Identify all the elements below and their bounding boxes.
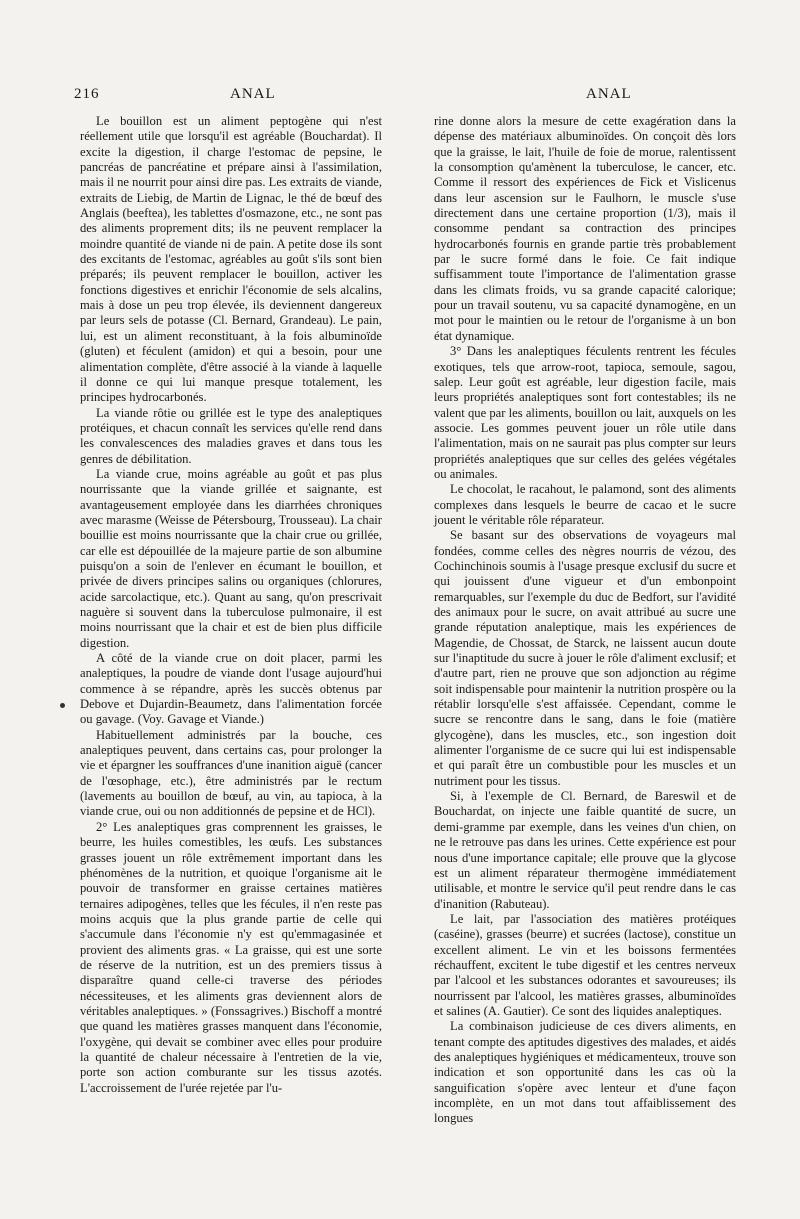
paragraph: rine donne alors la mesure de cette exagération dans la dépense des matériaux albuminoïdes. On conçoit dès lors que la graisse, le lait, l'huile de foie de morue, ralentissent la consomption qu'amènent la tuberculose, le cancer, etc. Comme il ressort des expériences de Fick et Vislicenus dans leur ascension sur le Faulhorn, le muscle s'use directement dans une certaine proportion (1/3), mais il consomme pendant sa contraction des principes hydrocarbonés fournis en grande partie très probablement par le sucre formé dans le foie. Ce fait indique suffisamment toute l'importance de l'alimentation grasse dans les climats froids, vu sa grande capacité calorique; pour un travail soutenu, vu sa capacité dynamogène, en un mot pour le maintien ou le retour de l'organisme à un bon état dynamique. <box>434 114 736 343</box>
paragraph: Le chocolat, le racahout, le palamond, sont des aliments complexes dans lesquels le beurre de cacao et le sucre jouent le véritable rôle réparateur. <box>434 482 736 527</box>
paragraph: La viande rôtie ou grillée est le type des analeptiques protéiques, et chacun connaît les services qu'elle rend dans les convalescences des maladies graves et dans tous les genres de débilitation. <box>80 405 382 466</box>
paragraph: Se basant sur des observations de voyageurs mal fondées, comme celles des nègres nourris de vézou, des Cochinchinois soumis à l'usage presque exclusif du sucre et qui jouissent d'une vigueur et d'un embonpoint remarquables, sur l'exemple du duc de Bedfort, sur l'avidité des animaux pour le sucre, on avait attribué au sucre une grande réputation analeptique, mais les expériences de Magendie, de Chossat, de Starck, ne laissent aucun doute sur l'inaptitude du sucre à jouer le rôle d'aliment exclusif; et d'autre part, rien ne prouve que son adjonction au régime soit indispensable pour maintenir la nutrition prospère ou la rétablir lorsqu'elle s'est affaissée. Cependant, comme le sucre se rencontre dans le sang, dans le foie (matière glycogène), dans les muscles, etc., son ingestion doit alimenter l'organisme de ce sucre qui lui est indispensable et qui paraît être un combustible pour les muscles et un nutriment pour les tissus. <box>434 528 736 788</box>
paragraph: 2° Les analeptiques gras comprennent les graisses, le beurre, les huiles comestibles, les œufs. Les substances grasses jouent un rôle extrêmement important dans les phénomènes de la nutrition, et quoique l'organisme ait le pouvoir de transformer en graisse certaines matières ternaires adipogènes, telles que les fécules, il n'en reste pas moins acquis que la plus grande partie de celle qui s'accumule dans l'économie n'y est qu'emmagasinée et provient des aliments gras. « La graisse, qui est une sorte de réserve de la nutrition, est un des premiers tissus à disparaître quand celle-ci traverse des périodes nécessiteuses, et les aliments gras deviennent alors de véritables analeptiques. » (Fonssagrives.) Bischoff a montré que quand les matières grasses manquent dans l'économie, l'oxygène, qui devait se combiner avec elles pour produire la quantité de chaleur nécessaire à l'entretien de la vie, porte son action comburante sur les tissus azotés. L'accroissement de l'urée rejetée par l'u- <box>80 819 382 1095</box>
running-head-left: ANAL <box>230 86 276 102</box>
paragraph: Si, à l'exemple de Cl. Bernard, de Bareswil et de Bouchardat, on injecte une faible quantité de sucre, un demi-gramme par exemple, dans les veines d'un chien, on ne le retrouve pas dans les urines. Cette expérience est pour nous d'une importance capitale; elle prouve que la glycose est un aliment réparateur thermogène immédiatement utilisable, et montre le service qu'il peut rendre dans le cas d'inanition (Rabuteau). <box>434 789 736 911</box>
paragraph: La viande crue, moins agréable au goût et pas plus nourrissante que la viande grillée et saignante, est avantageusement employée dans les diarrhées chroniques avec marasme (Weisse de Pétersbourg, Trousseau). La chair bouillie est moins nourrissante que la chair crue ou grillée, car elle est dépouillée de la majeure partie de son albumine puisqu'on a soin de l'enlever en écumant le bouillon, et privée de divers principes salins ou organiques (chlorures, acide sarcolactique, etc.). Quant au sang, qu'on prescrivait naguère si souvent dans la tuberculose pulmonaire, il est moins nourrissant que la chair et est de bien plus difficile digestion. <box>80 466 382 650</box>
page-header <box>74 86 736 110</box>
paragraph: La combinaison judicieuse de ces divers aliments, en tenant compte des aptitudes digestives des malades, et aidés des analeptiques hygiéniques et médicamenteux, trouve son indication et son opportunité dans les cas où la sanguification s'opère avec lenteur et d'une façon incomplète, en un mot dans tout affaiblissement des longues <box>434 1019 736 1126</box>
paragraph: 3° Dans les analeptiques féculents rentrent les fécules exotiques, tels que arrow-root, tapioca, semoule, sagou, salep. Leur goût est agréable, leur digestion facile, mais leurs propriétés analeptiques sont fort contestables; ils ne valent que par les aliments, bouillon ou lait, auxquels on les associe. Les gommes peuvent jouer un rôle utile dans l'alimentation, mais on ne saurait pas plus compter sur leurs propriétés analeptiques que sur celles des gelées végétales ou animales. <box>434 344 736 481</box>
margin-mark <box>60 703 65 708</box>
left-column <box>80 114 382 1096</box>
paragraph: A côté de la viande crue on doit placer, parmi les analeptiques, la poudre de viande dont l'usage aujourd'hui commence à se répandre, après les succès obtenus par Debove et Dujardin-Beaumetz, dans l'alimentation forcée ou gavage. (Voy. Gavage et Viande.) <box>80 651 382 727</box>
right-column <box>434 114 736 1127</box>
paragraph: Le lait, par l'association des matières protéiques (caséine), grasses (beurre) et sucrées (lactose), constitue un excellent aliment. Le vin et les boissons fermentées réchauffent, excitent le tube digestif et les centres nerveux par l'alcool et les substances odorantes et savoureuses; ils nourrissent par l'alcool, les matières grasses, albuminoïdes et salines (A. Gautier). Ce sont des liquides analeptiques. <box>434 911 736 1018</box>
paragraph: Habituellement administrés par la bouche, ces analeptiques peuvent, dans certains cas, pour prolonger la vie et épargner les souffrances d'une inanition aiguë (cancer de l'œsophage, etc.), être administrés par le rectum (lavements au bouillon de bœuf, au vin, au tapioca, à la viande crue, oui ou non additionnés de pepsine et de HCl). <box>80 727 382 819</box>
page-number: 216 <box>74 86 100 102</box>
paragraph: Le bouillon est un aliment peptogène qui n'est réellement utile que lorsqu'il est agréable (Bouchardat). Il excite la digestion, il charge l'estomac de pepsine, le pancréas de pancréatine et prépare ainsi à l'assimilation, mais il ne nourrit pour ainsi dire pas. Les extraits de viande, extraits de Liebig, de Martin de Lignac, le thé de bœuf des Anglais (beeftea), les tablettes d'osmazone, etc., ne sont pas des aliments proprement dits; ils ne peuvent remplacer la moindre quantité de viande ni de pain. A petite dose ils sont des excitants de l'estomac, agréables au goût s'ils sont bien préparés; ils peuvent remplacer le bouillon, activer les fonctions digestives et enrichir l'économie de sels alcalins, mais à dose un peu trop élevée, ils deviennent dangereux par leurs sels de potasse (Cl. Bernard, Grandeau). Le pain, lui, est un aliment reconstituant, à la fois albuminoïde (gluten) et féculent (amidon) et qui a besoin, pour une alimentation complète, d'être associé à la viande à laquelle il donne ce qui lui manque presque totalement, les principes hydrocarbonés. <box>80 114 382 405</box>
running-head-right: ANAL <box>586 86 632 102</box>
